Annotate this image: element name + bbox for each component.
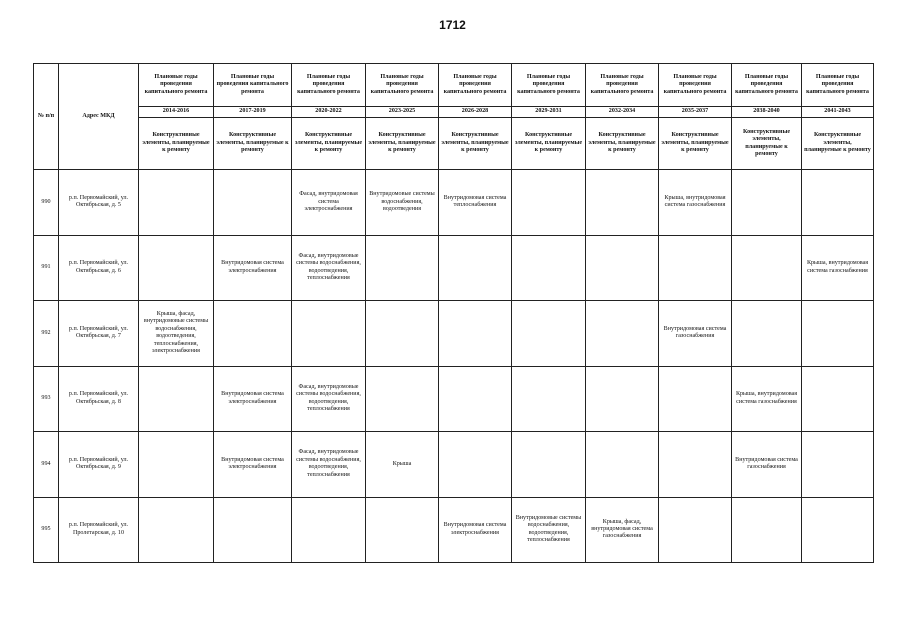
header-planned-years: Плановые годы проведения капитального ремонта [586, 64, 659, 107]
table-cell: Крыша, внутридомовая система газоснабжения [659, 170, 732, 236]
table-row [34, 170, 874, 236]
table-cell [732, 497, 802, 563]
table-cell [439, 432, 512, 498]
row-number: 995 [34, 497, 59, 563]
table-cell [292, 301, 366, 367]
header-period: 2035-2037 [659, 107, 732, 118]
table-cell [439, 366, 512, 432]
table-cell [366, 497, 439, 563]
header-elements: Конструктивные элементы, планируемые к ремонту [512, 118, 586, 170]
table-cell [439, 235, 512, 301]
header-row-periods [34, 107, 874, 118]
header-period: 2038-2040 [732, 107, 802, 118]
table-cell [214, 301, 292, 367]
table-cell: Крыша, внутридомовая система газоснабжения [732, 366, 802, 432]
header-elements: Конструктивные элементы, планируемые к ремонту [802, 118, 874, 170]
table-cell [586, 170, 659, 236]
table-body [34, 170, 874, 563]
table-cell [139, 497, 214, 563]
header-elements: Конструктивные элементы, планируемые к ремонту [732, 118, 802, 170]
header-elements: Конструктивные элементы, планируемые к ремонту [586, 118, 659, 170]
table-cell [214, 497, 292, 563]
table-cell: Внутридомовые системы водоснабжения, водоотведения, теплоснабжения [512, 497, 586, 563]
header-planned-years: Плановые годы проведения капитального ремонта [439, 64, 512, 107]
header-elements: Конструктивные элементы, планируемые к ремонту [439, 118, 512, 170]
header-elements: Конструктивные элементы, планируемые к ремонту [214, 118, 292, 170]
header-period: 2017-2019 [214, 107, 292, 118]
table-cell [802, 366, 874, 432]
header-num: № п/п [34, 64, 59, 170]
table-cell [366, 366, 439, 432]
header-planned-years: Плановые годы проведения капитального ремонта [139, 64, 214, 107]
table-cell: Внутридомовые системы водоснабжения, водоотведения [366, 170, 439, 236]
table-cell [512, 366, 586, 432]
table-cell [732, 235, 802, 301]
table-cell: Фасад, внутридомовая система электроснабжения [292, 170, 366, 236]
table-cell: Внутридомовая система газоснабжения [659, 301, 732, 367]
header-elements: Конструктивные элементы, планируемые к ремонту [139, 118, 214, 170]
table-cell [214, 170, 292, 236]
table-cell [732, 170, 802, 236]
table-cell [586, 301, 659, 367]
row-address: р.п. Первомайский, ул. Октябрьская, д. 6 [59, 235, 139, 301]
table-cell [139, 170, 214, 236]
table-cell [512, 301, 586, 367]
header-period: 2029-2031 [512, 107, 586, 118]
table-cell [439, 301, 512, 367]
table-cell [802, 170, 874, 236]
header-planned-years: Плановые годы проведения капитального ремонта [732, 64, 802, 107]
table-cell: Крыша, внутридомовая система газоснабжения [802, 235, 874, 301]
table-row [34, 301, 874, 367]
row-address: р.п. Первомайский, ул. Октябрьская, д. 8 [59, 366, 139, 432]
table-cell: Внутридомовая система электроснабжения [214, 366, 292, 432]
table-cell: Внутридомовая система электроснабжения [214, 432, 292, 498]
row-number: 991 [34, 235, 59, 301]
header-period: 2032-2034 [586, 107, 659, 118]
row-number: 993 [34, 366, 59, 432]
header-planned-years: Плановые годы проведения капитального ремонта [214, 64, 292, 107]
table-cell [659, 432, 732, 498]
table-cell: Внутридомовая система теплоснабжения [439, 170, 512, 236]
table-cell: Крыша, фасад, внутридомовая система газоснабжения [586, 497, 659, 563]
table-cell: Фасад, внутридомовые системы водоснабжения, водоотведения, теплоснабжения [292, 366, 366, 432]
row-number: 994 [34, 432, 59, 498]
table-cell [139, 366, 214, 432]
header-period: 2026-2028 [439, 107, 512, 118]
table-cell: Внутридомовая система электроснабжения [214, 235, 292, 301]
table-cell [139, 432, 214, 498]
table-cell [802, 432, 874, 498]
table-row [34, 235, 874, 301]
capital-repair-table [33, 63, 874, 563]
table-cell: Крыша, фасад, внутридомовые системы водоснабжения, водоотведения, теплоснабжения, электроснабжения [139, 301, 214, 367]
table-cell [802, 497, 874, 563]
table-cell [659, 366, 732, 432]
row-address: р.п. Первомайский, ул. Пролетарская, д. 10 [59, 497, 139, 563]
header-planned-years: Плановые годы проведения капитального ремонта [659, 64, 732, 107]
table-cell [802, 301, 874, 367]
table-row [34, 497, 874, 563]
header-planned-years: Плановые годы проведения капитального ремонта [512, 64, 586, 107]
header-period: 2041-2043 [802, 107, 874, 118]
table-cell [139, 235, 214, 301]
table-cell: Внутридомовая система электроснабжения [439, 497, 512, 563]
table-cell: Фасад, внутридомовые системы водоснабжения, водоотведения, теплоснабжения [292, 235, 366, 301]
header-planned-years: Плановые годы проведения капитального ремонта [802, 64, 874, 107]
header-period: 2014-2016 [139, 107, 214, 118]
table-cell: Крыша [366, 432, 439, 498]
header-row-elements [34, 118, 874, 170]
row-number: 990 [34, 170, 59, 236]
table-cell [659, 235, 732, 301]
header-row-planned-years [34, 64, 874, 107]
row-address: р.п. Первомайский, ул. Октябрьская, д. 9 [59, 432, 139, 498]
table-cell [512, 235, 586, 301]
row-number: 992 [34, 301, 59, 367]
table-header [34, 64, 874, 170]
table-cell [659, 497, 732, 563]
table-cell [512, 432, 586, 498]
table-cell [366, 301, 439, 367]
row-address: р.п. Первомайский, ул. Октябрьская, д. 7 [59, 301, 139, 367]
table-cell [366, 235, 439, 301]
table-cell [586, 432, 659, 498]
table-row [34, 366, 874, 432]
header-period: 2023-2025 [366, 107, 439, 118]
header-address: Адрес МКД [59, 64, 139, 170]
header-period: 2020-2022 [292, 107, 366, 118]
table-row [34, 432, 874, 498]
header-elements: Конструктивные элементы, планируемые к ремонту [292, 118, 366, 170]
header-elements: Конструктивные элементы, планируемые к ремонту [659, 118, 732, 170]
header-planned-years: Плановые годы проведения капитального ремонта [292, 64, 366, 107]
page-number: 1712 [439, 18, 466, 32]
table-cell: Фасад, внутридомовые системы водоснабжения, водоотведения, теплоснабжения [292, 432, 366, 498]
table-cell [512, 170, 586, 236]
table-cell: Внутридомовая система газоснабжения [732, 432, 802, 498]
table-cell [586, 235, 659, 301]
row-address: р.п. Первомайский, ул. Октябрьская, д. 5 [59, 170, 139, 236]
header-planned-years: Плановые годы проведения капитального ремонта [366, 64, 439, 107]
table-cell [292, 497, 366, 563]
table-cell [732, 301, 802, 367]
table-cell [586, 366, 659, 432]
header-elements: Конструктивные элементы, планируемые к ремонту [366, 118, 439, 170]
